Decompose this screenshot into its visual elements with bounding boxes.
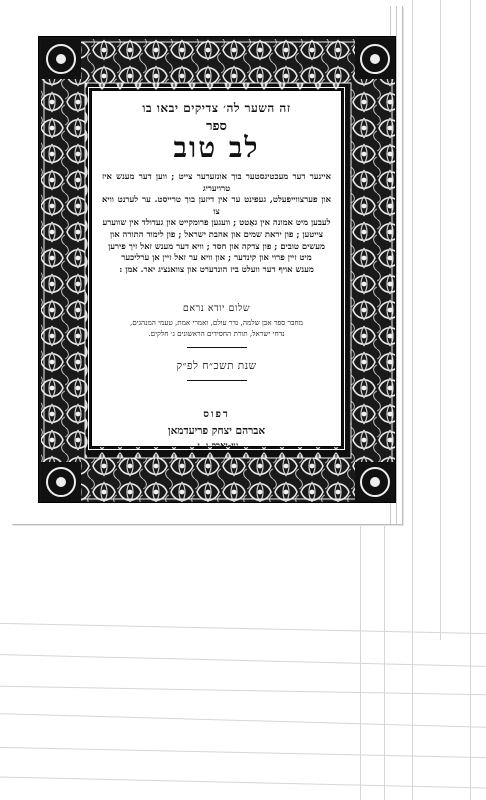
description-line: מיט זיין פרוי און קינדער ; און וויא ער זאל זיין אן ערליכער	[121, 252, 312, 263]
scan-streak	[412, 0, 413, 800]
author-line: שלום יודא נראם	[182, 303, 251, 315]
title-text-panel	[91, 90, 342, 452]
description-paragraph	[92, 171, 341, 275]
divider	[187, 347, 247, 348]
year-line: שנת תשכ״ח לפ״ק	[176, 360, 257, 373]
scan-streak	[0, 776, 486, 788]
scan-streak	[360, 520, 361, 800]
print-label: דפוס	[203, 409, 230, 421]
divider	[187, 380, 247, 381]
place-line: נוי-יארק נ. י.	[194, 441, 239, 452]
description-line: מענש אויף דער וועלט ביז הונדערט און צוואנציג יאר. אמן :	[119, 263, 314, 274]
scan-streak	[440, 0, 441, 640]
scan-streak	[0, 654, 486, 667]
author-works-line: נדחי ישראל, תורת החסידים הראשונים ג׳ חלקים.	[148, 329, 285, 339]
scan-streak	[0, 747, 486, 758]
description-line: צייטען ; פון יראת שמים און אהבת ישראל ; פון לימוד התורה און	[109, 228, 324, 239]
printer-name: אברהם יצחק פריעדמאן	[167, 425, 266, 438]
book-title: לב טוב	[173, 131, 260, 164]
scan-streak	[0, 623, 486, 634]
scan-streak	[0, 713, 486, 728]
scan-streak	[0, 686, 486, 695]
description-line: איינער דער מעכטיגסטער בוך אונזערער צייט ; ווען דער מענש איז טרויעריג	[102, 171, 331, 193]
top-verse: זה השער לה׳ צדיקים יבאו בו	[142, 101, 291, 115]
description-line: מעשים טובים ; פון צדקה און חסד ; וויא דער מענש זאל זיך פירען	[108, 240, 325, 251]
description-line: לעבען מיט אמונה אין גאָטט ; וועגען פרומקייט און געדולד אין שווערע	[102, 217, 331, 228]
scan-streak	[384, 520, 385, 800]
scan-streak	[470, 0, 471, 800]
description-line: און פערצווייפעלט, געפינט ער אין דיזען בוך טרייסט. ער לערנט וויא צו	[102, 194, 331, 216]
author-works-line: מחבר ספר אבן שלמה, נדר עולם, ואמרי אמת, טעמי המנהגים,	[129, 318, 304, 328]
scanned-page	[12, 6, 403, 525]
sefer-label: ספר	[206, 119, 227, 134]
